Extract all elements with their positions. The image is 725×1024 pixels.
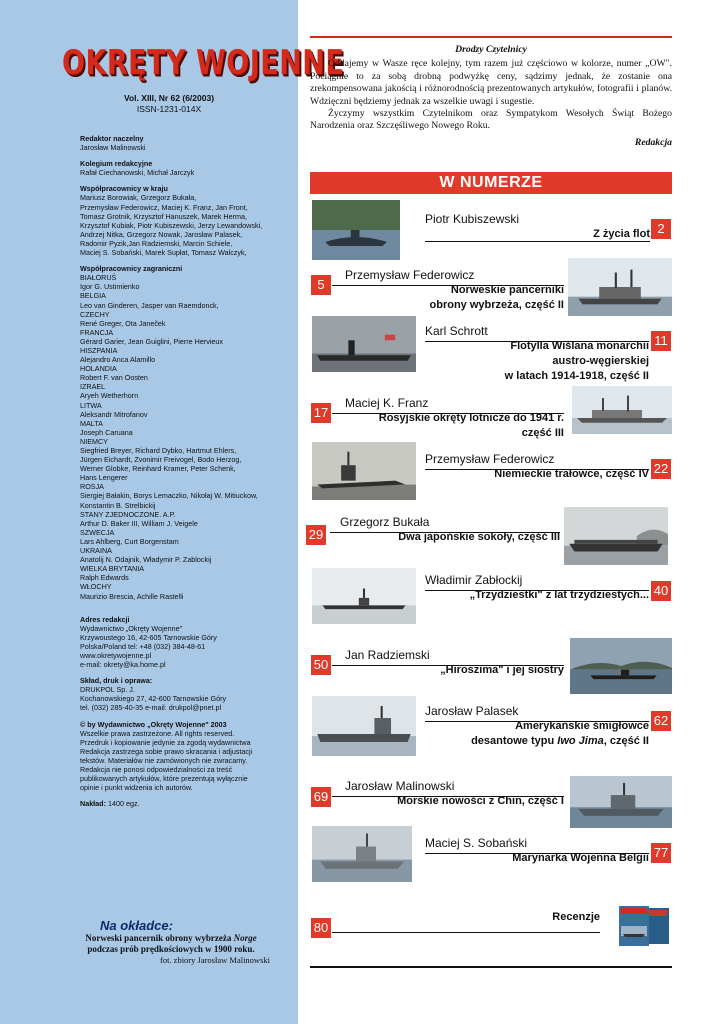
- toc-article-title[interactable]: [407, 588, 649, 603]
- toc-title-line: Rosyjskie okręty lotnicze do 1941 r.: [378, 412, 564, 424]
- cover-caption: [60, 918, 282, 966]
- toc-page-number[interactable]: 22: [651, 459, 671, 479]
- credits-line: Andrzej Nitka, Grzegorz Nowak, Jarosław Palasek,: [80, 229, 243, 239]
- belgian-ship-photo: [312, 826, 412, 882]
- credits-line: Robert F. van Oosten: [80, 373, 148, 383]
- credits-line: CZECHY: [80, 309, 110, 319]
- credits-line: Igor G. Ustimienko: [80, 282, 140, 292]
- toc-title-line: Niemieckie trałowce, część IV: [494, 468, 649, 480]
- credits-line: opinie i punkt widzenia ich autorów.: [80, 783, 193, 793]
- cover-photo-source: fot. zbiory Jarosław Malinowski: [159, 955, 270, 965]
- credits-spacer: [80, 713, 295, 720]
- toc-page-number[interactable]: 80: [311, 918, 331, 938]
- bottom-divider: [310, 966, 672, 968]
- print-run-value: 1400 egz.: [105, 799, 140, 809]
- credits-line: IZRAEL: [80, 382, 106, 392]
- credits-heading: Adres redakcji: [80, 614, 130, 624]
- toc-author: Karl Schrott: [425, 324, 488, 338]
- submarine-hiroshima-photo: [570, 638, 672, 694]
- submarine-photo: [312, 200, 400, 260]
- helicopter-carrier-photo: [312, 696, 416, 756]
- toc-author: Piotr Kubiszewski: [425, 212, 520, 226]
- credits-line: Joseph Caruana: [80, 427, 133, 437]
- credits-line: Wszelkie prawa zastrzeżone. All rights reserved.: [80, 728, 235, 738]
- toc-title-line: Z życia flot: [593, 228, 650, 240]
- toc-page-number[interactable]: 2: [651, 219, 671, 239]
- aircraft-carrier-photo: [564, 507, 668, 565]
- credits-line: e-mail: okrety@ka.home.pl: [80, 660, 166, 670]
- toc-title-line: „Trzydziestki" z lat trzydziestych...: [469, 589, 649, 601]
- toc-title-line: Amerykańskie śmigłowce: [515, 720, 649, 732]
- toc-title-line: Morskie nowości z Chin, część I: [397, 795, 564, 807]
- credits-line: FRANCJA: [80, 327, 114, 337]
- credits-line: HISZPANIA: [80, 345, 118, 355]
- credits-heading: Współpracownicy zagraniczni: [80, 264, 183, 274]
- credits-line: Redakcja zastrzega sobie prawo skracania i adjustacji: [80, 746, 253, 756]
- credits-spacer: [80, 669, 295, 676]
- editorial-paragraph: Życzymy wszystkim Czytelnikom oraz Sympatykom Wesołych Świąt Bożego Narodzenia oraz Szczęśliwego Nowego Roku.: [310, 108, 672, 132]
- credits-line: Gérard Garier, Jean Guiglini, Pierre Hervieux: [80, 336, 224, 346]
- credits-heading: Współpracownicy w kraju: [80, 184, 168, 194]
- magazine-cover-thumbnail: [617, 906, 671, 946]
- credits-line: Polska/Poland tel: +48 (032) 384-48-61: [80, 641, 206, 651]
- credits-line: LITWA: [80, 400, 102, 410]
- credits-line: Siergiej Bałakin, Borys Lemaczko, Nikołaj W. Mitiuckow,: [80, 491, 258, 501]
- credits-line: NIEMCY: [80, 436, 108, 446]
- toc-title-part: , część II: [603, 735, 649, 747]
- contents-banner: W NUMERZE: [310, 172, 672, 194]
- toc-title-line: Marynarka Wojenna Belgii: [512, 852, 649, 864]
- cover-caption-title: Na okładce:: [100, 918, 173, 933]
- credits-line: Maurizio Brescia, Achille Rastelli: [80, 591, 184, 601]
- credits-line: Aryeh Wetherhorn: [80, 391, 139, 401]
- river-monitor-photo: [312, 316, 416, 372]
- toc-title-line: Flotylla Wiślana monarchii: [510, 340, 649, 352]
- editorial-signature: Redakcja: [634, 136, 672, 148]
- credits-line: Arthur D. Baker III, William J. Veigele: [80, 518, 198, 528]
- toc-article-title[interactable]: [407, 339, 649, 384]
- toc-article-title[interactable]: [405, 227, 650, 242]
- credits-line: Konstantin B. Strelbickij: [80, 500, 156, 510]
- credits-spacer: [80, 152, 295, 159]
- credits-line: Jarosław Malinowski: [80, 143, 146, 153]
- toc-author: Jarosław Palasek: [425, 704, 519, 718]
- toc-article-title[interactable]: [349, 663, 564, 678]
- credits-line: Maciej S. Sobański, Marek Supłat, Tomasz Walczyk,: [80, 248, 247, 258]
- print-run: [80, 799, 295, 808]
- toc-page-number[interactable]: 62: [651, 711, 671, 731]
- credits-line: BIAŁORUŚ: [80, 273, 117, 283]
- credits-line: STANY ZJEDNOCZONE. A.P.: [80, 509, 176, 519]
- chinese-frigate-photo: [570, 776, 672, 828]
- toc-title-line: Norweskie pancerniki: [450, 284, 564, 296]
- toc-author: Maciej K. Franz: [345, 396, 429, 410]
- credits-line: Mariusz Borowiak, Grzegorz Bukała,: [80, 193, 197, 203]
- credits-line: ROSJA: [80, 482, 104, 492]
- toc-title-line: [407, 734, 649, 749]
- toc-author: Jan Radziemski: [345, 648, 430, 662]
- destroyer-photo: [312, 568, 416, 624]
- toc-page-number[interactable]: 77: [651, 843, 671, 863]
- toc-title-line: obrony wybrzeża, część II: [429, 299, 564, 311]
- credits-line: UKRAINA: [80, 546, 112, 556]
- credits-line: tel. (032) 285-40-35 e-mail: drukpol@pnet.pl: [80, 703, 222, 713]
- credits-line: Siegfried Breyer, Richard Dybko, Hartmut Ehlers,: [80, 446, 237, 455]
- credits-heading: Kolegium redakcyjne: [80, 159, 153, 169]
- toc-page-number[interactable]: 69: [311, 787, 331, 807]
- minesweeper-photo: [312, 442, 416, 500]
- credits-line: www.okretywojenne.pl: [80, 650, 152, 660]
- credits-line: Rafał Ciechanowski, Michał Jarczyk: [80, 168, 195, 178]
- credits-line: DRUKPOL Sp. J.: [80, 685, 135, 695]
- editorial-note: [310, 44, 672, 149]
- credits-line: BELGIA: [80, 291, 106, 301]
- toc-title-line: Dwa japońskie sokoły, część III: [398, 531, 560, 543]
- toc-article-title[interactable]: [349, 411, 564, 441]
- credits-heading: Redaktor naczelny: [80, 134, 144, 143]
- editorial-credits: [80, 134, 295, 808]
- issue-volume: Vol. XIII, Nr 62 (6/2003): [123, 93, 215, 103]
- credits-line: Alejandro Anca Alamillo: [80, 355, 156, 365]
- credits-line: Jürgen Eichardt, Zvonimir Freivogel, Bodo Herzog,: [80, 455, 242, 465]
- credits-line: Kochanowskiego 27, 42-600 Tarnowskie Góry: [80, 694, 227, 704]
- toc-author: Przemysław Federowicz: [425, 452, 555, 466]
- credits-line: Przemysław Federowicz, Maciej K. Franz, Jan Front,: [80, 202, 248, 212]
- credits-heading: © by Wydawnictwo „Okręty Wojenne" 2003: [80, 719, 227, 729]
- toc-article-title[interactable]: [407, 467, 649, 482]
- toc-title-line: Recenzje: [552, 911, 600, 923]
- toc-rule: [332, 932, 600, 933]
- toc-page-number[interactable]: 17: [311, 403, 331, 423]
- logo-text: OKRĘTY WOJENNE: [62, 44, 345, 83]
- toc-page-number[interactable]: 50: [311, 655, 331, 675]
- cover-caption-ship: Norge: [233, 933, 257, 943]
- top-divider: [310, 36, 672, 38]
- toc-title-line: część III: [521, 427, 564, 439]
- toc-page-number[interactable]: 29: [306, 525, 326, 545]
- credits-line: Anatolij N. Odajnik, Władymir P. Zablockij: [80, 555, 212, 565]
- issn: ISSN-1231-014X: [136, 104, 202, 114]
- credits-heading: Skład, druk i oprawa:: [80, 676, 153, 686]
- toc-author: Jarosław Malinowski: [345, 779, 455, 793]
- credits-line: Hans Lengerer: [80, 473, 128, 483]
- credits-spacer: [80, 601, 295, 608]
- credits-line: tekstów. Materiałów nie zamówionych nie zwracamy.: [80, 755, 248, 765]
- toc-author: Władimir Zabłockij: [425, 573, 523, 587]
- toc-title-part: Iwo Jima: [557, 735, 604, 747]
- toc-article-title[interactable]: [407, 851, 649, 866]
- toc-author: Maciej S. Sobański: [425, 836, 528, 850]
- credits-spacer: [80, 792, 295, 799]
- credits-line: Werner Globke, Reinhard Kramer, Peter Schenk,: [80, 464, 236, 474]
- toc-article-title[interactable]: [407, 719, 649, 749]
- toc-title-line: austro-węgierskiej: [552, 355, 649, 367]
- credits-line: Leo van Ginderen, Jasper van Raemdonck,: [80, 300, 219, 310]
- credits-line: Przedruk i kopiowanie jedynie za zgodą wydawnictwa: [80, 737, 251, 747]
- toc-article-title[interactable]: [345, 530, 560, 545]
- seaplane-carrier-photo: [572, 386, 672, 434]
- credits-line: Tomasz Grotnik, Krzysztof Hanuszek, Marek Herma,: [80, 211, 247, 221]
- toc-article-title[interactable]: [349, 283, 564, 313]
- credits-line: Krzywoustego 16, 42-605 Tarnowskie Góry: [80, 632, 217, 642]
- credits-line: Krzysztof Kubiak, Piotr Kubiszewski, Jerzy Lewandowski,: [80, 220, 263, 230]
- editorial-heading: Drodzy Czytelnicy: [455, 44, 527, 55]
- toc-article-title[interactable]: [349, 794, 564, 809]
- toc-page-number[interactable]: 40: [651, 581, 671, 601]
- toc-article-title[interactable]: [345, 910, 600, 925]
- credits-line: Aleksandr Mitrofanov: [80, 409, 148, 419]
- cover-caption-text: Norweski pancernik obrony wybrzeża: [85, 933, 234, 943]
- credits-line: Lars Ahlberg, Curt Borgenstam: [80, 536, 179, 546]
- credits-line: publikowanych artykułów, które prezentują wyłącznie: [80, 774, 248, 784]
- credits-line: WIELKA BRYTANIA: [80, 564, 145, 574]
- credits-line: WŁOCHY: [80, 582, 112, 592]
- credits-line: SZWECJA: [80, 527, 115, 537]
- credits-spacer: [80, 257, 295, 264]
- toc-title-line: w latach 1914-1918, część II: [504, 370, 649, 382]
- magazine-logo: [62, 44, 345, 83]
- print-run-label: Nakład:: [80, 799, 106, 809]
- credits-spacer: [80, 177, 295, 184]
- credits-line: MALTA: [80, 418, 103, 428]
- credits-line: Ralph Edwards: [80, 573, 129, 583]
- credits-spacer: [80, 608, 295, 615]
- credits-line: René Greger, Ota Janeček: [80, 318, 166, 328]
- toc-title-line: „Hiroszima" i jej siostry: [440, 664, 564, 676]
- toc-author: Przemysław Federowicz: [345, 268, 475, 282]
- cover-caption-line2: podczas prób prędkościowych w 1900 roku.: [87, 944, 255, 954]
- editorial-paragraph: Oddajemy w Wasze ręce kolejny, tym razem już częściowo w kolorze, numer „OW". Pociągnie to za sobą drobną podwyżkę ceny, sądzimy jednak, że zostanie ona zrekompensowana jakością i różnorodnością prezentowanych artykułów, fotografii i planów. Wdzięczni będziemy jednak za wszelkie uwagi i sugestie.: [310, 58, 672, 107]
- toc-page-number[interactable]: 5: [311, 275, 331, 295]
- credits-line: Redakcja nie ponosi odpowiedzialności za treść: [80, 765, 233, 774]
- toc-title-part: desantowe typu: [471, 735, 558, 747]
- credits-line: Wydawnictwo „Okręty Wojenne": [80, 623, 183, 633]
- coastal-battleship-photo: [568, 258, 672, 316]
- toc-page-number[interactable]: 11: [651, 331, 671, 351]
- credits-line: HOLANDIA: [80, 364, 117, 374]
- toc-author: Grzegorz Bukała: [340, 515, 430, 529]
- cover-caption-line: [60, 933, 282, 944]
- credits-line: Radomir Pyzik,Jan Radziemski, Marcin Schiele,: [80, 238, 233, 248]
